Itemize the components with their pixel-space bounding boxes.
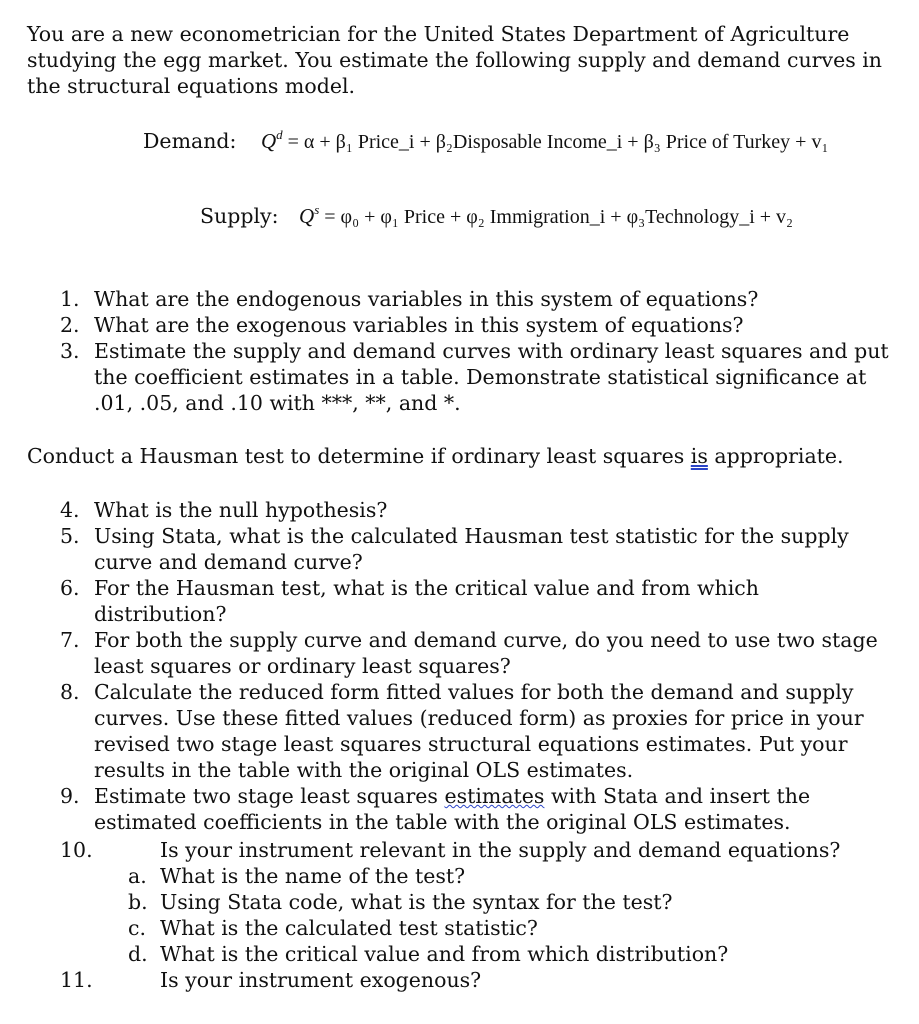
- question-item: 7. For both the supply curve and demand curve, do you need to use two stage least squares or ordinary least squares?: [60, 628, 878, 678]
- question-item: 1. What are the endogenous variables in this system of equations?: [60, 287, 759, 311]
- intro-paragraph: You are a new econometrician for the United States Department of Agriculture studying the egg market. You estimate the following supply and demand curves in the structural equations model.: [27, 22, 882, 98]
- supply-q: Q: [299, 204, 315, 228]
- supply-rhs: = φ₀ + φ₁ Price + φ₂ Immigration_i + φ₃Technology_i + v₂: [319, 206, 794, 228]
- sub-question-item: c. What is the calculated test statistic?: [128, 916, 538, 940]
- sub-question-item: d. What is the critical value and from which distribution?: [128, 942, 729, 966]
- underlined-is: is: [690, 444, 708, 468]
- question-10-subitems: [128, 863, 888, 967]
- supply-equation: [200, 203, 793, 230]
- demand-q: Q: [260, 129, 277, 153]
- question-item: 5. Using Stata, what is the calculated Hausman test statistic for the supply curve and demand curve?: [60, 524, 849, 574]
- supply-q-sup: s: [314, 202, 320, 217]
- question-item: 8. Calculate the reduced form fitted values for both the demand and supply curves. Use these fitted values (reduced form) as proxies for price in your revised two stage least squares structural equations estimates. Put your results in the table with the original OLS estimates.: [60, 680, 864, 782]
- sub-question-item: b. Using Stata code, what is the syntax for the test?: [128, 890, 673, 914]
- supply-label: Supply:: [200, 204, 279, 228]
- question-item: 3. Estimate the supply and demand curves with ordinary least squares and put the coefficient estimates in a table. Demonstrate statistical significance at .01, .05, and .10 with ***, **, and *.: [60, 339, 889, 415]
- sub-question-item: a. What is the name of the test?: [128, 864, 466, 888]
- question-item: 6. For the Hausman test, what is the critical value and from which distribution?: [60, 576, 759, 626]
- question-item: 4. What is the null hypothesis?: [60, 498, 388, 522]
- demand-label: Demand:: [143, 129, 237, 153]
- demand-rhs: = α + β₁ Price_i + β₂Disposable Income_i + β₃ Price of Turkey + v₁: [282, 131, 829, 153]
- underlined-estimates: estimates: [444, 784, 545, 808]
- hausman-instruction: Conduct a Hausman test to determine if ordinary least squares is appropriate.: [27, 444, 844, 468]
- question-item: 9. Estimate two stage least squares estimates with Stata and insert the estimated coefficients in the table with the original OLS estimates.: [60, 784, 811, 834]
- demand-q-sup: d: [276, 127, 283, 142]
- question-list-1: [60, 286, 896, 416]
- demand-equation: [143, 128, 828, 155]
- question-list-2: [60, 497, 896, 835]
- question-item: 2. What are the exogenous variables in this system of equations?: [60, 313, 744, 337]
